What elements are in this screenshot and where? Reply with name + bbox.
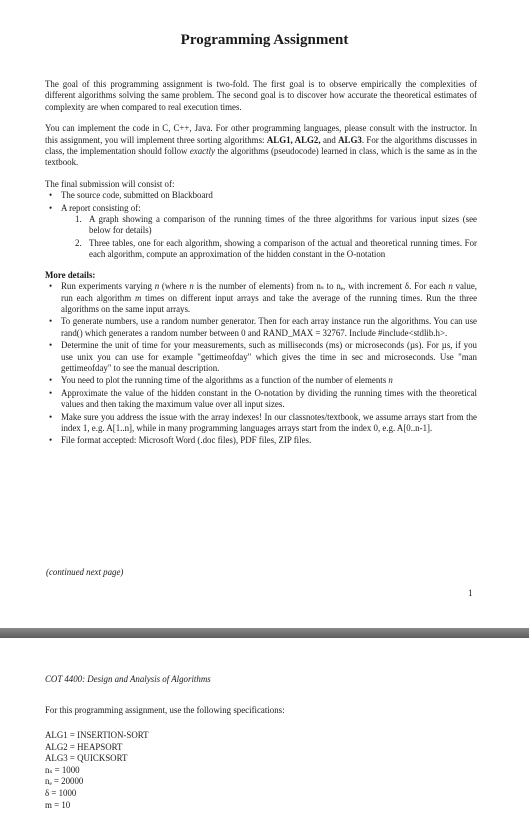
list-item: 1. A graph showing a comparison of the running times of the three algorithms for various input sizes (see below for details) [75,214,477,236]
implementation-paragraph: You can implement the code in C, C++, Java. For other programming languages, please consult with the instructor. In this assignment, you will implement three sorting algorithms: ALG1, ALG2, and ALG3. For the algorithms discusses in class, the implementation should follow exactly the algorithms (pseudocode) learned in class, which is the same as in the textbook. [45,123,477,168]
report-list [45,214,477,261]
spec-line: nₑ = 20000 [45,776,84,787]
spec-line: ALG3 = QUICKSORT [45,753,128,764]
course-header: COT 4400: Design and Analysis of Algorithms [45,674,211,684]
page-title: Programming Assignment [180,32,349,48]
spec-line: nₛ = 1000 [45,764,80,775]
details-label: More details: [45,269,96,280]
details-list [45,281,477,447]
list-item: • Determine the unit of time for your measurements, such as milliseconds (ms) or microseconds (µs). For µs, if you use unix you can use for example "gettimeofday" which gives the time in sec and microseconds. Use "man gettimeofday" to see the manual description. [45,340,477,374]
list-item: • Run experiments varying n (where n is the number of elements) from nₛ to nₑ, with increment δ. For each n value, run each algorithm m times on different input arrays and take the average of the running times. Run the three algorithms on the same input arrays. [45,281,477,315]
intro-paragraph: The goal of this programming assignment is two-fold. The first goal is to observe empirically the complexities of different algorithms solving the same problem. The second goal is to discover how accurate the theoretical estimates of complexity are when compared to real execution times. [45,79,477,112]
spec-list [45,730,149,811]
spec-line: m = 10 [45,799,71,810]
submission-label: The final submission will consist of: [45,178,175,189]
list-item: • File format accepted: Microsoft Word (.doc files), PDF files, ZIP files. [45,435,477,446]
list-item: • To generate numbers, use a random number generator. Then for each array instance run the algorithms. You can use rand() which generates a random number between 0 and RAND_MAX = 32767. Include #include<stdlib.h>. [45,316,477,339]
page-2 [0,638,529,825]
list-item: 2. Three tables, one for each algorithm, showing a comparison of the actual and theoretical running times. For each algorithm, compute an approximation of the hidden constant in the O-notation [75,237,477,260]
list-item: • Make sure you address the issue with the array indexes! In our classnotes/textbook, we assume arrays start from the index 1, e.g. A[1..n], while in many programming languages arrays start from the index 0, e.g. A[0..n-1]. [45,412,477,435]
spec-line: δ = 1000 [45,787,77,798]
continued-note: (continued next page) [46,567,124,577]
list-item: • Approximate the value of the hidden constant in the O-notation by dividing the running times with the theoretical values and then taking the maximum value over all input sizes. [45,388,477,411]
spec-line: ALG2 = HEAPSORT [45,741,123,752]
page-1-body [45,79,477,448]
spec-line: ALG1 = INSERTION-SORT [45,730,149,740]
list-item: • You need to plot the running time of the algorithms as a function of the number of elements n [45,375,477,386]
page-separator [0,628,529,638]
list-item: • The source code, submitted on Blackboard [45,190,477,201]
submission-list [45,190,477,260]
page-number: 1 [468,588,473,598]
list-item: • A report consisting of: 1. A graph showing a comparison of the running times of the three algorithms for various input sizes (see below for details) 2. Three tables, one for each algorithm, showing a comparison of the actual and theoretical running times. For each algorithm, compute an approximation of the hidden constant in the O-notation [45,203,477,261]
spec-intro: For this programming assignment, use the following specifications: [45,705,285,715]
